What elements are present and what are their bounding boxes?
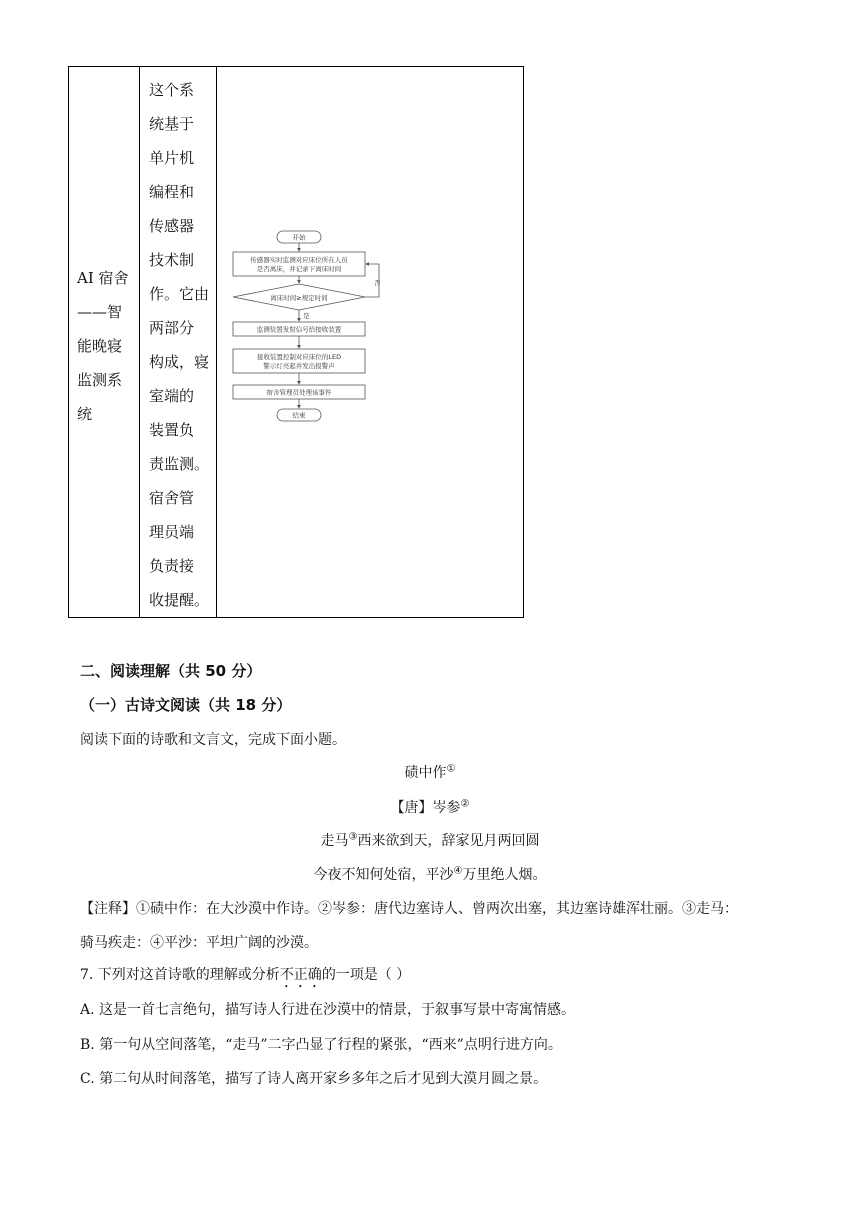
flowchart-step-text: 警示灯亮起并发出报警声	[263, 362, 335, 370]
flowchart-step-text: 传感器实时监测对应床位所在人员	[250, 256, 348, 264]
cell-line: 技术制	[149, 251, 195, 269]
poem-text: 今夜不知何处宿，平沙	[313, 867, 454, 883]
cell-line: 责监测。	[149, 455, 210, 473]
cell-line: 宿舍管	[149, 489, 195, 507]
instruction-text: 阅读下面的诗歌和文言文，完成下面小题。	[80, 732, 346, 748]
footnote-marker: ①	[446, 763, 456, 775]
option-b: B. 第一句从空间落笔，“走马”二字凸显了行程的紧张，“西来”点明行进方向。	[80, 1037, 562, 1053]
poem-text: 西来欲到天，辞家见月两回圆	[357, 833, 540, 849]
poem-author	[0, 797, 860, 817]
cell-line: 这个系	[149, 81, 195, 99]
table-cell-title	[77, 261, 141, 431]
cell-line: 编程和	[149, 183, 195, 201]
section-subheading: （一）古诗文阅读（共 18 分）	[80, 696, 292, 714]
poem-text: 走马	[320, 833, 349, 849]
poem-line-1	[0, 830, 860, 850]
cell-line: 监测系	[77, 371, 123, 389]
question-text: 7. 下列对这首诗歌的理解或分析	[80, 967, 280, 983]
option-a: A. 这是一首七言绝句，描写诗人行进在沙漠中的情景，于叙事写景中寄寓情感。	[80, 1002, 576, 1018]
footnote-marker: ③	[348, 831, 358, 843]
footnote-marker: ④	[453, 865, 463, 877]
cell-line: 统基于	[149, 115, 195, 133]
cell-line: 单片机	[149, 149, 195, 167]
flowchart-step-text: 是否离床，并记录下离床时间	[256, 265, 342, 273]
cell-line: 能晚寝	[77, 337, 123, 355]
footnote-marker: ②	[460, 798, 470, 810]
cell-line: 两部分	[149, 319, 195, 337]
poem-author-text: 【唐】岑参	[390, 800, 461, 816]
cell-line: 统	[77, 405, 93, 423]
flowchart-yes-label: 是	[303, 312, 310, 320]
cell-line: 收提醒。	[149, 591, 210, 609]
flowchart-start-label: 开始	[292, 233, 306, 242]
cell-line: 传感器	[149, 217, 195, 235]
poem-title-text: 碛中作	[404, 765, 447, 781]
flowchart-step-text: 接收装置控制对应床位的LED	[256, 353, 342, 361]
flowchart-end-label: 结束	[292, 411, 306, 420]
cell-line: 理员端	[149, 523, 195, 541]
emphasis-text: 不正确	[279, 967, 322, 983]
poem-line-2	[0, 864, 860, 884]
cell-line: ——智	[77, 303, 123, 321]
cell-line: 作。它由	[149, 285, 210, 303]
flowchart-decision-label: 离床时间≥规定时间	[270, 294, 328, 302]
question-text: 的一项是（ ）	[321, 967, 411, 983]
flowchart-step-text: 监测装置发射信号给接收装置	[256, 325, 342, 334]
poem-text: 万里绝人烟。	[462, 867, 547, 883]
cell-line: 室端的	[149, 387, 195, 405]
cell-line: 负责接	[149, 557, 195, 575]
flowchart-step-text: 宿舍管理员处理该事件	[266, 388, 332, 397]
section-heading: 二、阅读理解（共 50 分）	[80, 662, 262, 680]
annotation-line-1: 【注释】①碛中作：在大沙漠中作诗。②岑参：唐代边塞诗人、曾两次出塞，其边塞诗雄浑壮丽。③走马：	[80, 901, 738, 917]
flowchart-no-label: 否	[374, 279, 381, 287]
question-stem	[80, 964, 410, 991]
flowchart	[229, 225, 389, 461]
cell-line: 装置负	[149, 421, 195, 439]
poem-title	[0, 762, 860, 782]
table-cell-description	[149, 73, 217, 617]
cell-line: 构成，寝	[149, 353, 210, 371]
info-table	[68, 66, 524, 618]
option-c: C. 第二句从时间落笔，描写了诗人离开家乡多年之后才见到大漠月圆之景。	[80, 1071, 548, 1087]
annotation-line-2: 骑马疾走：④平沙：平坦广阔的沙漠。	[80, 935, 318, 951]
cell-line: AI 宿舍	[77, 269, 129, 287]
